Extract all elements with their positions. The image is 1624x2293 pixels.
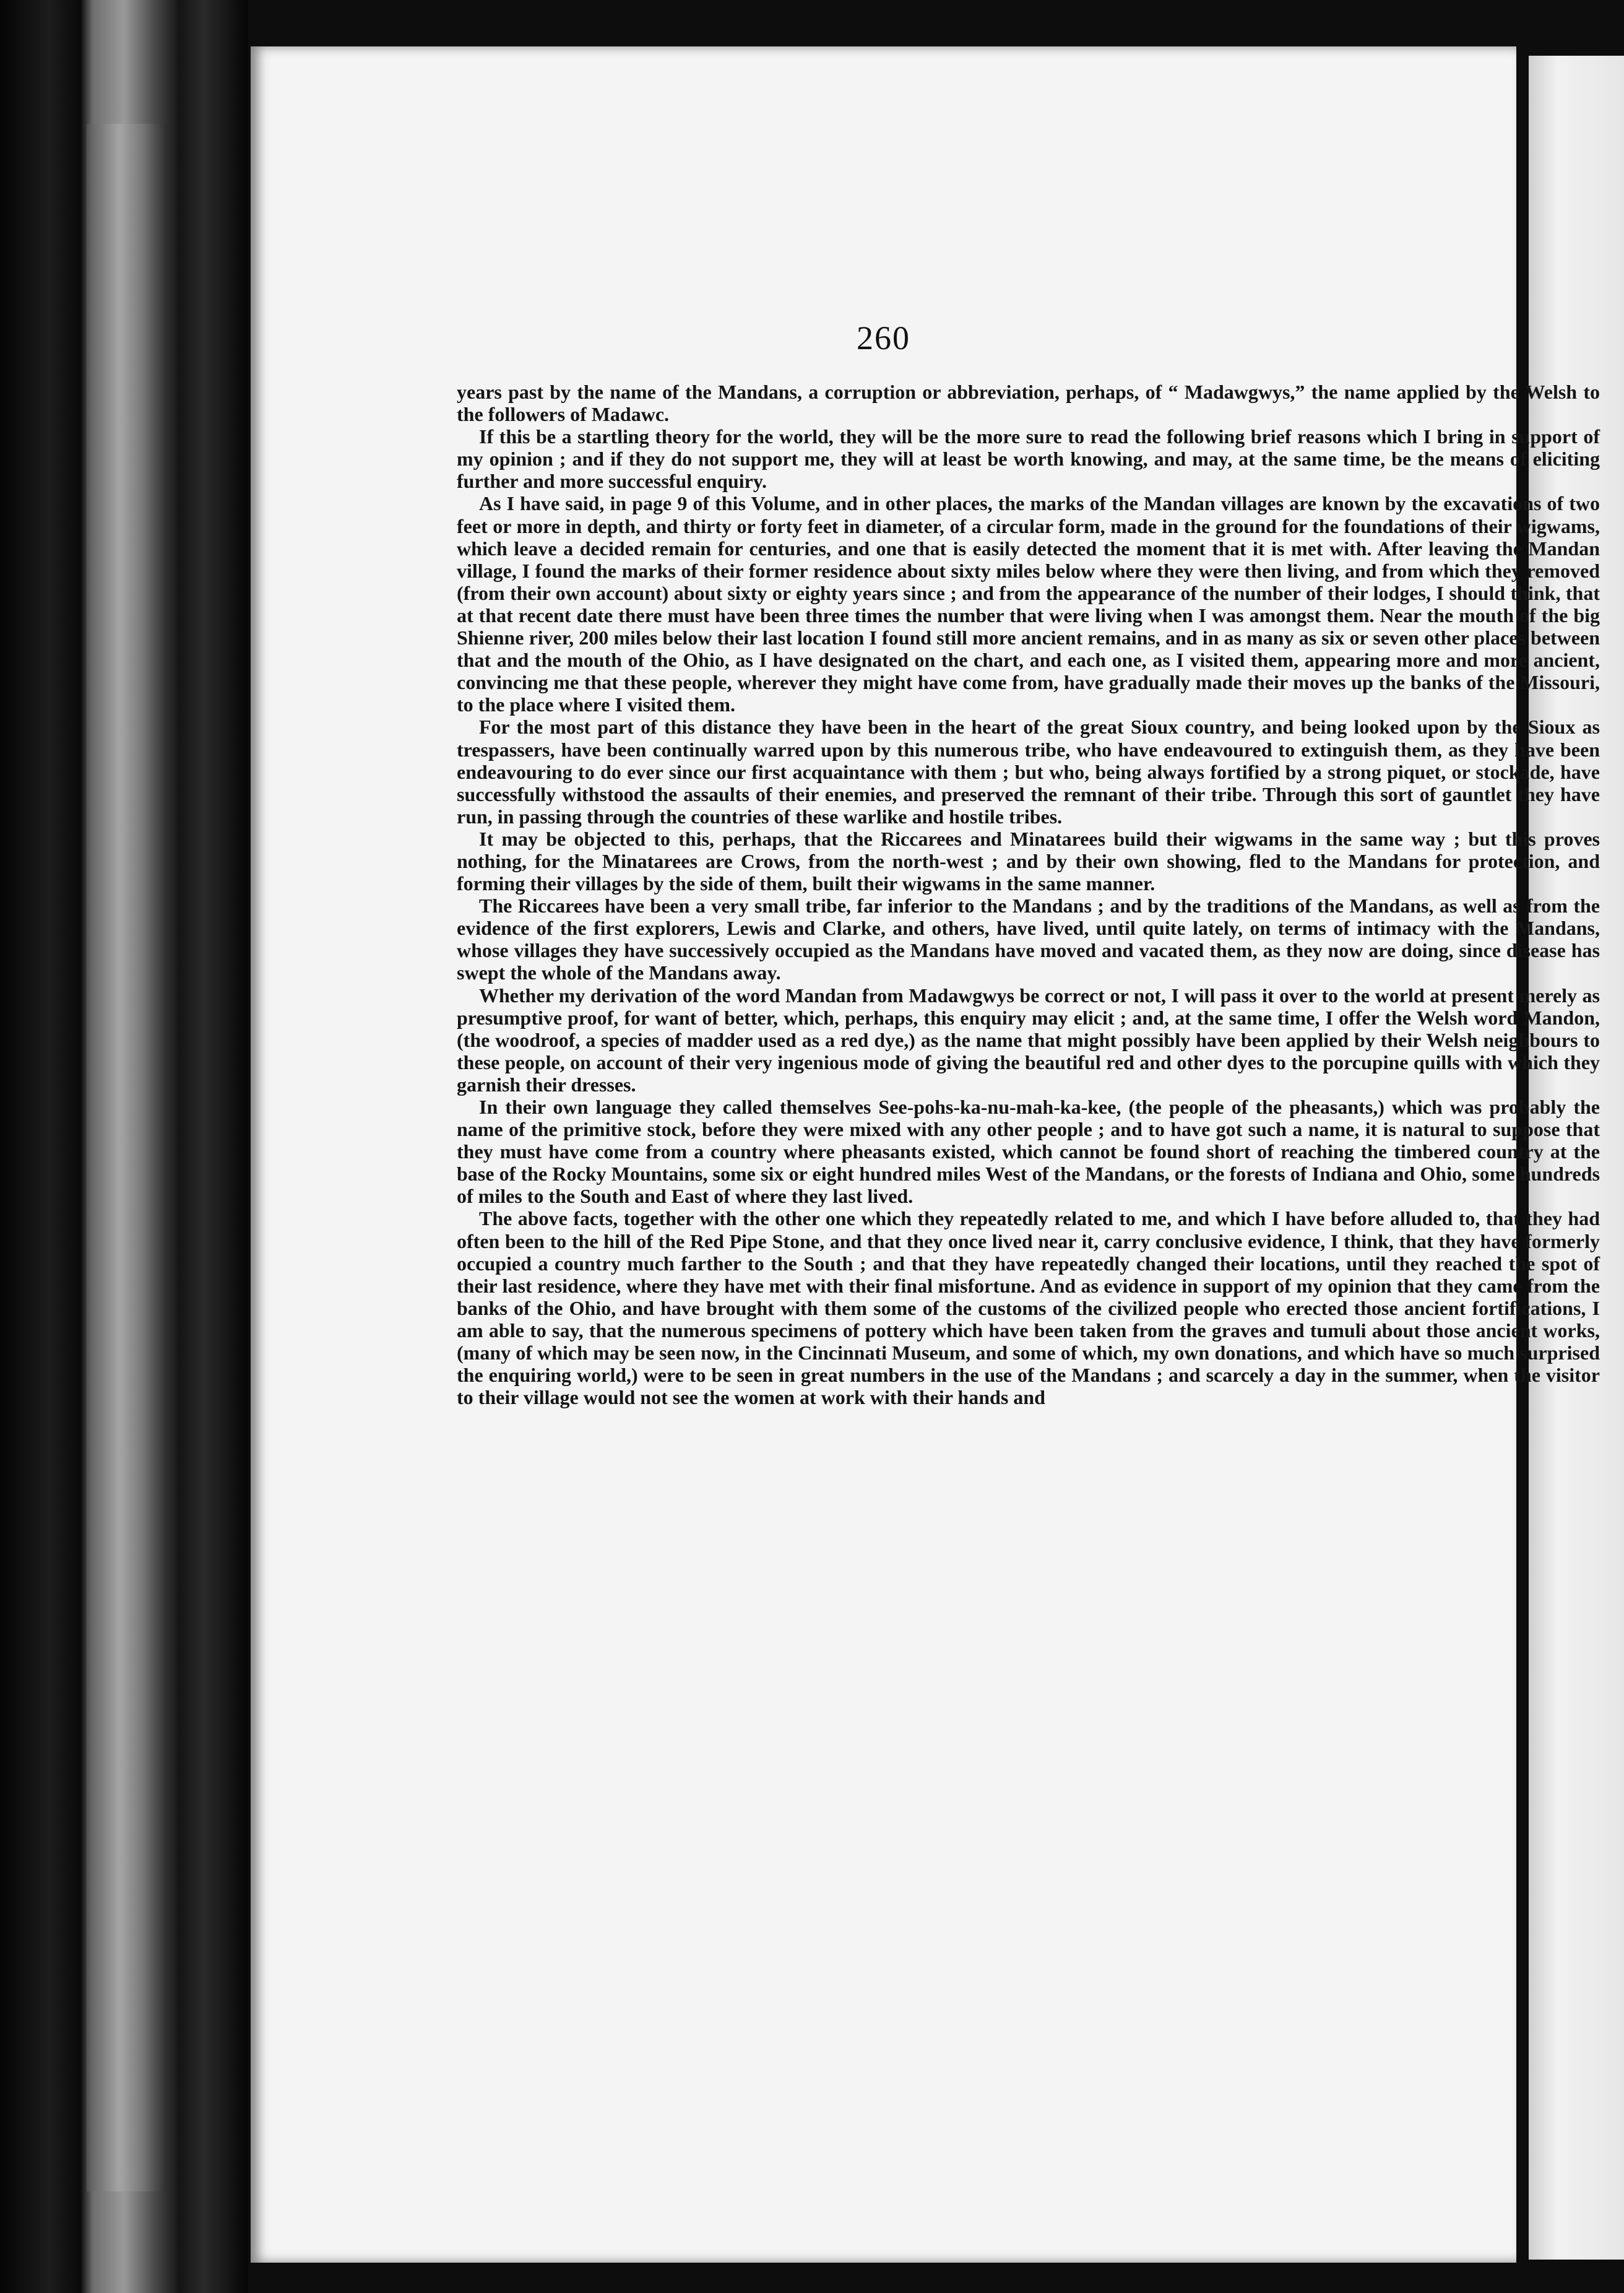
- paragraph: If this be a startling theory for the world, they will be the more sure to read the following brief reasons which I bring in support of my opinion ; and if they do not support me, they will at least be worth knowing, and may, at the same time, be the means of eliciting further and more successful enquiry.: [457, 425, 1600, 493]
- paragraph: Whether my derivation of the word Mandan from Madawgwys be correct or not, I will pass it over to the world at present merely as presumptive proof, for want of better, which, perhaps, this enquiry may elicit ; and, at the same time, I offer the Welsh word Mandon, (the woodroof, a species of madder used as a red dye,) as the name that might possibly have been applied by their Welsh neighbours to these people, on account of their very ingenious mode of giving the beautiful red and other dyes to the porcupine quills with which they garnish their dresses.: [457, 984, 1600, 1096]
- page-edges: [87, 124, 167, 2191]
- book-page: [251, 46, 1600, 2263]
- paragraph: In their own language they called themselves See-pohs-ka-nu-mah-ka-kee, (the people of the pheasants,) which was probably the name of the primitive stock, before they were mixed with any other people ; and to have got such a name, it is natural to suppose that they must have come from a country where pheasants existed, which cannot be found short of reaching the timbered country at the base of the Rocky Mountains, some six or eight hundred miles West of the Mandans, or the forests of Indiana and Ohio, some hundreds of miles to the South and East of where they last lived.: [457, 1096, 1600, 1208]
- paragraph: For the most part of this distance they have been in the heart of the great Sioux country, and being looked upon by the Sioux as trespassers, have been continually warred upon by this numerous tribe, who have endeavoured to extinguish them, as they have been endeavouring to do ever since our first acquaintance with them ; but who, being always fortified by a strong piquet, or stockade, have successfully withstood the assaults of their enemies, and preserved the remnant of their tribe. Through this sort of gauntlet they have run, in passing through the countries of these warlike and hostile tribes.: [457, 716, 1600, 828]
- paragraph: The Riccarees have been a very small tribe, far inferior to the Mandans ; and by the traditions of the Mandans, as well as from the evidence of the first explorers, Lewis and Clarke, and others, have lived, until quite lately, on terms of intimacy with the Mandans, whose villages they have successively occupied as the Mandans have moved and vacated them, as they now are doing, since disease has swept the whole of the Mandans away.: [457, 895, 1600, 984]
- paragraph: The above facts, together with the other one which they repeatedly related to me, and which I have before alluded to, that they had often been to the hill of the Red Pipe Stone, and that they once lived near it, carry conclusive evidence, I think, that they have formerly occupied a country much farther to the South ; and that they have repeatedly changed their locations, until they reached the spot of their last residence, where they have met with their final misfortune. And as evidence in support of my opinion that they came from the banks of the Ohio, and have brought with them some of the customs of the civilized people who erected those ancient fortifications, I am able to say, that the numerous specimens of pottery which have been taken from the graves and tumuli about those ancient works, (many of which may be seen now, in the Cincinnati Museum, and some of which, my own donations, and which have so much surprised the enquiring world,) were to be seen in great numbers in the use of the Mandans ; and scarcely a day in the summer, when the visitor to their village would not see the women at work with their hands and: [457, 1207, 1600, 1409]
- page-number: 260: [857, 319, 910, 357]
- paragraph: As I have said, in page 9 of this Volume, and in other places, the marks of the Mandan villages are known by the excavations of two feet or more in depth, and thirty or forty feet in diameter, of a circular form, made in the ground for the foundations of their wigwams, which leave a decided remain for centuries, and one that is easily detected the moment that it is met with. After leaving the Mandan village, I found the marks of their former residence about sixty miles below where they were then living, and from which they removed (from their own account) about sixty or eighty years since ; and from the appearance of the number of their lodges, I should think, that at that recent date there must have been three times the number that were living when I was amongst them. Near the mouth of the big Shienne river, 200 miles below their last location I found still more ancient remains, and in as many as six or seven other places between that and the mouth of the Ohio, as I have designated on the chart, and each one, as I visited them, appearing more and more ancient, convincing me that these people, wherever they might have come from, have gradually made their moves up the banks of the Missouri, to the place where I visited them.: [457, 492, 1600, 716]
- paragraph: years past by the name of the Mandans, a corruption or abbreviation, perhaps, of “ Madawgwys,” the name applied by the Welsh to the followers of Madawc.: [457, 381, 1600, 426]
- paragraph: It may be objected to this, perhaps, that the Riccarees and Minatarees build their wigwams in the same way ; but this proves nothing, for the Minatarees are Crows, from the north-west ; and by their own showing, fled to the Mandans for protection, and forming their villages by the side of them, built their wigwams in the same manner.: [457, 827, 1600, 895]
- body-text: [457, 381, 1600, 1408]
